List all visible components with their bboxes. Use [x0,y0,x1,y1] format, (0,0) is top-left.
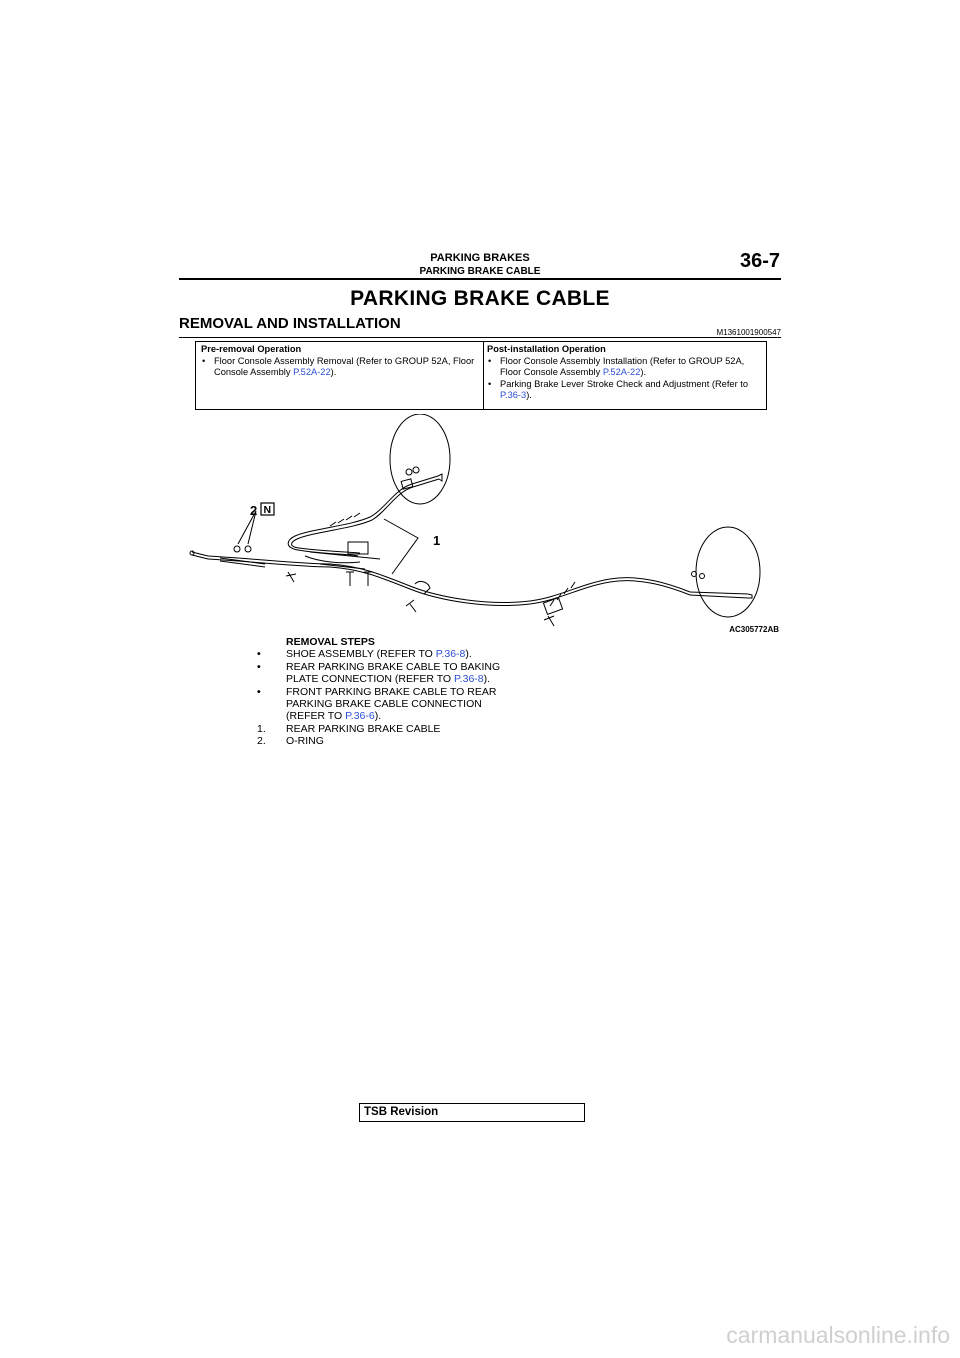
page-title: PARKING BRAKE CABLE [350,287,610,310]
pre-removal-column [201,344,477,378]
removal-step [255,686,515,723]
post-installation-heading: Post-installation Operation [487,344,606,354]
watermark: carmanualsonline.info [726,1322,950,1348]
post-installation-item [487,356,762,378]
o-ring-icon [245,546,251,552]
page-reference-link[interactable]: P.36-6 [345,710,375,723]
pre-removal-item-tail: ). [330,367,337,377]
bullet-icon: • [488,356,492,366]
document-code: M1361001900547 [716,328,781,337]
tsb-revision-box: TSB Revision [359,1103,585,1122]
page-reference-link[interactable]: P.36-3 [500,390,527,400]
removal-step-text: REAR PARKING BRAKE CABLE [286,722,441,735]
o-ring-icon [234,546,240,552]
subsection-title: PARKING BRAKE CABLE [419,266,541,277]
removal-step [255,648,515,660]
removal-step [255,723,515,735]
bullet-icon: • [257,685,261,698]
removal-step-text: SHOE ASSEMBLY (REFER TO [286,648,436,661]
operations-box [195,341,767,410]
section-subtitle: REMOVAL AND INSTALLATION [179,315,401,332]
removal-steps [255,636,515,748]
post-installation-item-tail: ). [526,390,532,400]
removal-step [255,661,515,686]
callout-1: 1 [433,533,441,548]
subtitle-rule [179,337,781,338]
removal-step-text: O-RING [286,735,324,748]
right-detail-circle [696,527,760,617]
bullet-icon: • [257,660,261,673]
page-reference-link[interactable]: P.36-8 [454,673,484,686]
removal-step-text: FRONT PARKING BRAKE CABLE TO REAR PARKING BRAKE CABLE CONNECTION (REFER TO [286,685,497,723]
step-number: 2. [257,735,266,748]
removal-step [255,735,515,747]
header-rule [179,278,781,280]
page-reference-link[interactable]: P.36-8 [435,648,466,661]
post-installation-column [487,344,762,401]
bullet-icon: • [257,648,261,661]
page-number: 36-7 [739,250,780,272]
callout-2: 2 [250,503,258,518]
removal-step-text: REAR PARKING BRAKE CABLE TO BAKING PLATE CONNECTION (REFER TO [286,660,501,686]
pre-removal-item [201,356,477,378]
bullet-icon: • [488,379,492,389]
section-title: PARKING BRAKES [430,252,530,264]
removal-step-tail: ). [483,673,491,686]
page-reference-link[interactable]: P.52A-22 [293,367,331,377]
removal-step-tail: ). [465,648,472,661]
post-installation-item-text: Parking Brake Lever Stroke Check and Adjustment (Refer to [500,379,749,389]
post-installation-item [487,379,762,401]
step-number: 1. [257,722,266,735]
post-installation-item-text: Floor Console Assembly Installation (Refer to GROUP 52A, Floor Console Assembly [500,356,745,377]
pre-removal-item-text: Floor Console Assembly Removal (Refer to GROUP 52A, Floor Console Assembly [214,356,475,377]
removal-steps-heading: REMOVAL STEPS [286,636,375,648]
page-reference-link[interactable]: P.52A-22 [602,367,641,377]
post-installation-item-tail: ). [640,367,647,377]
new-part-badge-label: N [263,504,272,516]
removal-step-tail: ). [374,710,382,723]
bullet-icon: • [202,356,206,366]
upper-detail-circle [390,414,450,504]
operations-divider [483,342,484,409]
parking-brake-cable-diagram [180,414,780,636]
figure-code: AC305772AB [729,625,779,634]
pre-removal-heading: Pre-removal Operation [201,344,302,354]
